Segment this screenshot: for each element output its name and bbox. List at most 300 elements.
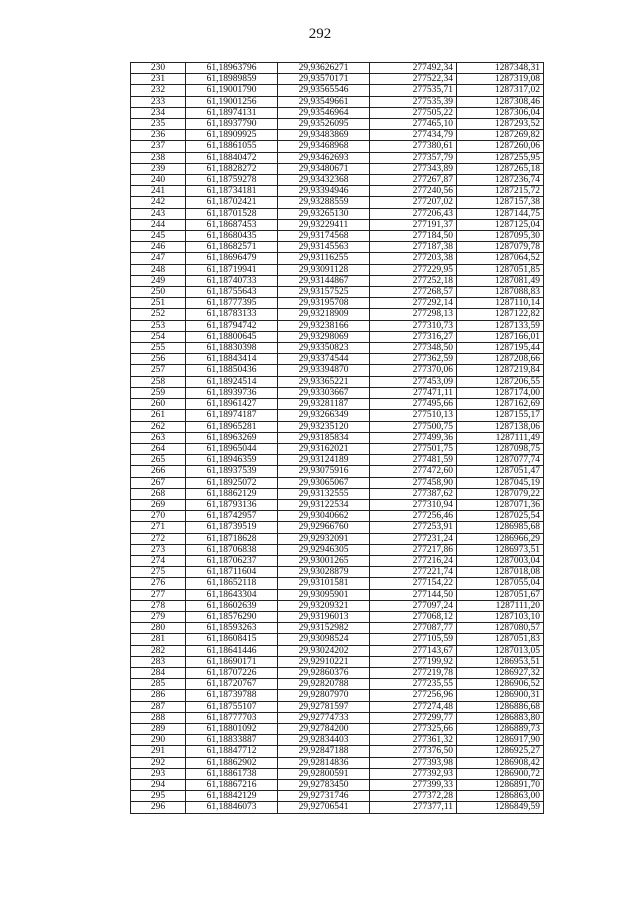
- table-row: [131, 343, 544, 354]
- latitude-cell: 61,18687453: [186, 219, 278, 230]
- point-number-cell: 267: [131, 477, 186, 488]
- longitude-cell: 29,92774733: [278, 712, 370, 723]
- y-coordinate-cell: 1287265,18: [457, 163, 544, 174]
- x-coordinate-cell: 277087,77: [370, 623, 457, 634]
- y-coordinate-cell: 1287077,74: [457, 455, 544, 466]
- table-row: [131, 802, 544, 813]
- longitude-cell: 29,93480671: [278, 163, 370, 174]
- x-coordinate-cell: 277357,79: [370, 152, 457, 163]
- y-coordinate-cell: 1287122,82: [457, 309, 544, 320]
- table-body: [131, 63, 544, 814]
- table-row: [131, 231, 544, 242]
- y-coordinate-cell: 1287095,30: [457, 231, 544, 242]
- y-coordinate-cell: 1287025,54: [457, 511, 544, 522]
- y-coordinate-cell: 1286927,32: [457, 667, 544, 678]
- table-row: [131, 701, 544, 712]
- y-coordinate-cell: 1286925,27: [457, 746, 544, 757]
- y-coordinate-cell: 1287260,06: [457, 141, 544, 152]
- table-row: [131, 477, 544, 488]
- y-coordinate-cell: 1287236,74: [457, 175, 544, 186]
- longitude-cell: 29,92966760: [278, 522, 370, 533]
- point-number-cell: 242: [131, 197, 186, 208]
- x-coordinate-cell: 277256,46: [370, 511, 457, 522]
- table-row: [131, 107, 544, 118]
- longitude-cell: 29,93365221: [278, 376, 370, 387]
- table-row: [131, 589, 544, 600]
- x-coordinate-cell: 277325,66: [370, 723, 457, 734]
- longitude-cell: 29,93374544: [278, 354, 370, 365]
- point-number-cell: 283: [131, 656, 186, 667]
- y-coordinate-cell: 1287317,02: [457, 85, 544, 96]
- point-number-cell: 294: [131, 780, 186, 791]
- y-coordinate-cell: 1286953,51: [457, 656, 544, 667]
- longitude-cell: 29,93432368: [278, 175, 370, 186]
- longitude-cell: 29,93174568: [278, 231, 370, 242]
- table-row: [131, 275, 544, 286]
- y-coordinate-cell: 1286849,59: [457, 802, 544, 813]
- point-number-cell: 231: [131, 74, 186, 85]
- longitude-cell: 29,92860376: [278, 667, 370, 678]
- page-number: 292: [308, 26, 332, 42]
- latitude-cell: 61,18777395: [186, 298, 278, 309]
- table-row: [131, 387, 544, 398]
- point-number-cell: 261: [131, 410, 186, 421]
- longitude-cell: 29,93229411: [278, 219, 370, 230]
- point-number-cell: 285: [131, 679, 186, 690]
- y-coordinate-cell: 1286900,31: [457, 690, 544, 701]
- table-row: [131, 376, 544, 387]
- latitude-cell: 61,18602639: [186, 600, 278, 611]
- table-row: [131, 656, 544, 667]
- point-number-cell: 253: [131, 320, 186, 331]
- point-number-cell: 281: [131, 634, 186, 645]
- x-coordinate-cell: 277154,22: [370, 578, 457, 589]
- point-number-cell: 259: [131, 387, 186, 398]
- point-number-cell: 232: [131, 85, 186, 96]
- latitude-cell: 61,18909925: [186, 130, 278, 141]
- x-coordinate-cell: 277191,37: [370, 219, 457, 230]
- x-coordinate-cell: 277535,39: [370, 96, 457, 107]
- x-coordinate-cell: 277256,96: [370, 690, 457, 701]
- table-row: [131, 466, 544, 477]
- y-coordinate-cell: 1287166,01: [457, 331, 544, 342]
- x-coordinate-cell: 277298,13: [370, 309, 457, 320]
- longitude-cell: 29,93040662: [278, 511, 370, 522]
- longitude-cell: 29,92820788: [278, 679, 370, 690]
- table-row: [131, 63, 544, 74]
- latitude-cell: 61,18734181: [186, 186, 278, 197]
- x-coordinate-cell: 277472,60: [370, 466, 457, 477]
- table-row: [131, 186, 544, 197]
- table-row: [131, 197, 544, 208]
- longitude-cell: 29,93124189: [278, 455, 370, 466]
- y-coordinate-cell: 1287269,82: [457, 130, 544, 141]
- latitude-cell: 61,18861055: [186, 141, 278, 152]
- latitude-cell: 61,18739519: [186, 522, 278, 533]
- x-coordinate-cell: 277377,11: [370, 802, 457, 813]
- y-coordinate-cell: 1286973,51: [457, 544, 544, 555]
- latitude-cell: 61,18696479: [186, 253, 278, 264]
- point-number-cell: 237: [131, 141, 186, 152]
- longitude-cell: 29,93095901: [278, 589, 370, 600]
- table-row: [131, 544, 544, 555]
- point-number-cell: 271: [131, 522, 186, 533]
- x-coordinate-cell: 277362,59: [370, 354, 457, 365]
- latitude-cell: 61,18862129: [186, 488, 278, 499]
- table-row: [131, 791, 544, 802]
- point-number-cell: 249: [131, 275, 186, 286]
- point-number-cell: 279: [131, 611, 186, 622]
- latitude-cell: 61,18924514: [186, 376, 278, 387]
- longitude-cell: 29,93185834: [278, 432, 370, 443]
- point-number-cell: 230: [131, 63, 186, 74]
- point-number-cell: 265: [131, 455, 186, 466]
- y-coordinate-cell: 1286886,68: [457, 701, 544, 712]
- table-row: [131, 645, 544, 656]
- point-number-cell: 251: [131, 298, 186, 309]
- latitude-cell: 61,18740733: [186, 275, 278, 286]
- table-row: [131, 320, 544, 331]
- latitude-cell: 61,18706838: [186, 544, 278, 555]
- point-number-cell: 290: [131, 735, 186, 746]
- longitude-cell: 29,93266349: [278, 410, 370, 421]
- longitude-cell: 29,93162021: [278, 443, 370, 454]
- latitude-cell: 61,18828272: [186, 163, 278, 174]
- x-coordinate-cell: 277310,73: [370, 320, 457, 331]
- table-row: [131, 298, 544, 309]
- table-row: [131, 175, 544, 186]
- point-number-cell: 240: [131, 175, 186, 186]
- point-number-cell: 245: [131, 231, 186, 242]
- latitude-cell: 61,18850436: [186, 365, 278, 376]
- point-number-cell: 269: [131, 499, 186, 510]
- point-number-cell: 257: [131, 365, 186, 376]
- x-coordinate-cell: 277105,59: [370, 634, 457, 645]
- x-coordinate-cell: 277522,34: [370, 74, 457, 85]
- latitude-cell: 61,18707226: [186, 667, 278, 678]
- x-coordinate-cell: 277144,50: [370, 589, 457, 600]
- point-number-cell: 262: [131, 421, 186, 432]
- point-number-cell: 268: [131, 488, 186, 499]
- point-number-cell: 238: [131, 152, 186, 163]
- longitude-cell: 29,93028879: [278, 567, 370, 578]
- point-number-cell: 247: [131, 253, 186, 264]
- x-coordinate-cell: 277268,57: [370, 287, 457, 298]
- longitude-cell: 29,92783450: [278, 780, 370, 791]
- latitude-cell: 61,18842129: [186, 791, 278, 802]
- longitude-cell: 29,92784200: [278, 723, 370, 734]
- latitude-cell: 61,18706237: [186, 555, 278, 566]
- point-number-cell: 291: [131, 746, 186, 757]
- point-number-cell: 273: [131, 544, 186, 555]
- longitude-cell: 29,93196013: [278, 611, 370, 622]
- longitude-cell: 29,92781597: [278, 701, 370, 712]
- table-row: [131, 130, 544, 141]
- longitude-cell: 29,93546964: [278, 107, 370, 118]
- x-coordinate-cell: 277510,13: [370, 410, 457, 421]
- longitude-cell: 29,93218909: [278, 309, 370, 320]
- longitude-cell: 29,93626271: [278, 63, 370, 74]
- y-coordinate-cell: 1287071,36: [457, 499, 544, 510]
- longitude-cell: 29,93549661: [278, 96, 370, 107]
- latitude-cell: 61,18963269: [186, 432, 278, 443]
- point-number-cell: 256: [131, 354, 186, 365]
- x-coordinate-cell: 277274,48: [370, 701, 457, 712]
- y-coordinate-cell: 1287133,59: [457, 320, 544, 331]
- table-row: [131, 242, 544, 253]
- y-coordinate-cell: 1287293,52: [457, 119, 544, 130]
- y-coordinate-cell: 1287055,04: [457, 578, 544, 589]
- x-coordinate-cell: 277348,50: [370, 343, 457, 354]
- x-coordinate-cell: 277097,24: [370, 600, 457, 611]
- table-row: [131, 152, 544, 163]
- point-number-cell: 284: [131, 667, 186, 678]
- y-coordinate-cell: 1286889,73: [457, 723, 544, 734]
- latitude-cell: 61,18702421: [186, 197, 278, 208]
- point-number-cell: 264: [131, 443, 186, 454]
- latitude-cell: 61,18847712: [186, 746, 278, 757]
- longitude-cell: 29,93122534: [278, 499, 370, 510]
- latitude-cell: 61,18793136: [186, 499, 278, 510]
- longitude-cell: 29,93565546: [278, 85, 370, 96]
- table-row: [131, 455, 544, 466]
- y-coordinate-cell: 1287051,85: [457, 264, 544, 275]
- x-coordinate-cell: 277253,91: [370, 522, 457, 533]
- longitude-cell: 29,93145563: [278, 242, 370, 253]
- latitude-cell: 61,18755643: [186, 287, 278, 298]
- y-coordinate-cell: 1286917,90: [457, 735, 544, 746]
- point-number-cell: 260: [131, 399, 186, 410]
- longitude-cell: 29,93157525: [278, 287, 370, 298]
- y-coordinate-cell: 1287045,19: [457, 477, 544, 488]
- x-coordinate-cell: 277380,61: [370, 141, 457, 152]
- point-number-cell: 258: [131, 376, 186, 387]
- x-coordinate-cell: 277376,50: [370, 746, 457, 757]
- y-coordinate-cell: 1287208,66: [457, 354, 544, 365]
- x-coordinate-cell: 277370,06: [370, 365, 457, 376]
- y-coordinate-cell: 1287079,78: [457, 242, 544, 253]
- x-coordinate-cell: 277392,93: [370, 768, 457, 779]
- table-row: [131, 410, 544, 421]
- latitude-cell: 61,18719941: [186, 264, 278, 275]
- longitude-cell: 29,93195708: [278, 298, 370, 309]
- y-coordinate-cell: 1287051,47: [457, 466, 544, 477]
- longitude-cell: 29,93468968: [278, 141, 370, 152]
- point-number-cell: 241: [131, 186, 186, 197]
- table-row: [131, 555, 544, 566]
- point-number-cell: 274: [131, 555, 186, 566]
- longitude-cell: 29,93288559: [278, 197, 370, 208]
- y-coordinate-cell: 1287111,49: [457, 432, 544, 443]
- latitude-cell: 61,18794742: [186, 320, 278, 331]
- table-row: [131, 331, 544, 342]
- latitude-cell: 61,18843414: [186, 354, 278, 365]
- table-row: [131, 679, 544, 690]
- table-row: [131, 421, 544, 432]
- longitude-cell: 29,93526095: [278, 119, 370, 130]
- point-number-cell: 246: [131, 242, 186, 253]
- table-row: [131, 365, 544, 376]
- latitude-cell: 61,18711604: [186, 567, 278, 578]
- latitude-cell: 61,18777703: [186, 712, 278, 723]
- point-number-cell: 288: [131, 712, 186, 723]
- x-coordinate-cell: 277143,67: [370, 645, 457, 656]
- latitude-cell: 61,18974187: [186, 410, 278, 421]
- latitude-cell: 61,18867216: [186, 780, 278, 791]
- y-coordinate-cell: 1286900,72: [457, 768, 544, 779]
- table-row: [131, 163, 544, 174]
- longitude-cell: 29,93209321: [278, 600, 370, 611]
- y-coordinate-cell: 1287051,83: [457, 634, 544, 645]
- y-coordinate-cell: 1287081,49: [457, 275, 544, 286]
- y-coordinate-cell: 1287255,95: [457, 152, 544, 163]
- y-coordinate-cell: 1287144,75: [457, 208, 544, 219]
- y-coordinate-cell: 1287219,84: [457, 365, 544, 376]
- longitude-cell: 29,92910221: [278, 656, 370, 667]
- longitude-cell: 29,93065067: [278, 477, 370, 488]
- longitude-cell: 29,92847188: [278, 746, 370, 757]
- latitude-cell: 61,18946359: [186, 455, 278, 466]
- y-coordinate-cell: 1286891,70: [457, 780, 544, 791]
- table-row: [131, 533, 544, 544]
- point-number-cell: 239: [131, 163, 186, 174]
- longitude-cell: 29,93132555: [278, 488, 370, 499]
- longitude-cell: 29,92932091: [278, 533, 370, 544]
- x-coordinate-cell: 277267,87: [370, 175, 457, 186]
- longitude-cell: 29,93238166: [278, 320, 370, 331]
- latitude-cell: 61,18576290: [186, 611, 278, 622]
- point-number-cell: 275: [131, 567, 186, 578]
- latitude-cell: 61,18783133: [186, 309, 278, 320]
- table-row: [131, 634, 544, 645]
- x-coordinate-cell: 277292,14: [370, 298, 457, 309]
- longitude-cell: 29,92814836: [278, 757, 370, 768]
- y-coordinate-cell: 1287051,67: [457, 589, 544, 600]
- longitude-cell: 29,93570171: [278, 74, 370, 85]
- y-coordinate-cell: 1286985,68: [457, 522, 544, 533]
- latitude-cell: 61,18925072: [186, 477, 278, 488]
- point-number-cell: 296: [131, 802, 186, 813]
- point-number-cell: 252: [131, 309, 186, 320]
- longitude-cell: 29,93303667: [278, 387, 370, 398]
- point-number-cell: 280: [131, 623, 186, 634]
- table-row: [131, 287, 544, 298]
- latitude-cell: 61,18963796: [186, 63, 278, 74]
- longitude-cell: 29,93116255: [278, 253, 370, 264]
- x-coordinate-cell: 277361,32: [370, 735, 457, 746]
- point-number-cell: 287: [131, 701, 186, 712]
- longitude-cell: 29,93098524: [278, 634, 370, 645]
- point-number-cell: 248: [131, 264, 186, 275]
- y-coordinate-cell: 1287319,08: [457, 74, 544, 85]
- latitude-cell: 61,18840472: [186, 152, 278, 163]
- point-number-cell: 277: [131, 589, 186, 600]
- table-row: [131, 208, 544, 219]
- latitude-cell: 61,18939736: [186, 387, 278, 398]
- latitude-cell: 61,18682571: [186, 242, 278, 253]
- latitude-cell: 61,18833887: [186, 735, 278, 746]
- x-coordinate-cell: 277393,98: [370, 757, 457, 768]
- point-number-cell: 270: [131, 511, 186, 522]
- latitude-cell: 61,18937539: [186, 466, 278, 477]
- longitude-cell: 29,93144867: [278, 275, 370, 286]
- longitude-cell: 29,93483869: [278, 130, 370, 141]
- latitude-cell: 61,18739788: [186, 690, 278, 701]
- x-coordinate-cell: 277252,18: [370, 275, 457, 286]
- longitude-cell: 29,93024202: [278, 645, 370, 656]
- longitude-cell: 29,93235120: [278, 421, 370, 432]
- table-row: [131, 735, 544, 746]
- x-coordinate-cell: 277434,79: [370, 130, 457, 141]
- longitude-cell: 29,93001265: [278, 555, 370, 566]
- x-coordinate-cell: 277240,56: [370, 186, 457, 197]
- x-coordinate-cell: 277505,22: [370, 107, 457, 118]
- x-coordinate-cell: 277343,89: [370, 163, 457, 174]
- table-row: [131, 443, 544, 454]
- longitude-cell: 29,93350823: [278, 343, 370, 354]
- longitude-cell: 29,93394870: [278, 365, 370, 376]
- point-number-cell: 244: [131, 219, 186, 230]
- point-number-cell: 289: [131, 723, 186, 734]
- longitude-cell: 29,93281187: [278, 399, 370, 410]
- y-coordinate-cell: 1287348,31: [457, 63, 544, 74]
- y-coordinate-cell: 1287195,44: [457, 343, 544, 354]
- point-number-cell: 263: [131, 432, 186, 443]
- y-coordinate-cell: 1287308,46: [457, 96, 544, 107]
- latitude-cell: 61,18974131: [186, 107, 278, 118]
- y-coordinate-cell: 1287215,72: [457, 186, 544, 197]
- x-coordinate-cell: 277221,74: [370, 567, 457, 578]
- latitude-cell: 61,18989859: [186, 74, 278, 85]
- table-row: [131, 354, 544, 365]
- latitude-cell: 61,18593263: [186, 623, 278, 634]
- y-coordinate-cell: 1287013,05: [457, 645, 544, 656]
- longitude-cell: 29,92800591: [278, 768, 370, 779]
- y-coordinate-cell: 1287103,10: [457, 611, 544, 622]
- latitude-cell: 61,18965281: [186, 421, 278, 432]
- y-coordinate-cell: 1287098,75: [457, 443, 544, 454]
- latitude-cell: 61,18801092: [186, 723, 278, 734]
- latitude-cell: 61,18830398: [186, 343, 278, 354]
- point-number-cell: 234: [131, 107, 186, 118]
- x-coordinate-cell: 277399,33: [370, 780, 457, 791]
- table-row: [131, 667, 544, 678]
- x-coordinate-cell: 277501,75: [370, 443, 457, 454]
- x-coordinate-cell: 277471,11: [370, 387, 457, 398]
- y-coordinate-cell: 1287306,04: [457, 107, 544, 118]
- latitude-cell: 61,18718628: [186, 533, 278, 544]
- longitude-cell: 29,93075916: [278, 466, 370, 477]
- longitude-cell: 29,92807970: [278, 690, 370, 701]
- longitude-cell: 29,93152982: [278, 623, 370, 634]
- x-coordinate-cell: 277316,27: [370, 331, 457, 342]
- x-coordinate-cell: 277184,50: [370, 231, 457, 242]
- longitude-cell: 29,93298069: [278, 331, 370, 342]
- table-row: [131, 567, 544, 578]
- table-row: [131, 578, 544, 589]
- x-coordinate-cell: 277203,38: [370, 253, 457, 264]
- y-coordinate-cell: 1287174,00: [457, 387, 544, 398]
- x-coordinate-cell: 277187,38: [370, 242, 457, 253]
- y-coordinate-cell: 1286908,42: [457, 757, 544, 768]
- point-number-cell: 254: [131, 331, 186, 342]
- x-coordinate-cell: 277495,66: [370, 399, 457, 410]
- latitude-cell: 61,18846073: [186, 802, 278, 813]
- point-number-cell: 250: [131, 287, 186, 298]
- x-coordinate-cell: 277372,28: [370, 791, 457, 802]
- table-row: [131, 623, 544, 634]
- latitude-cell: 61,18641446: [186, 645, 278, 656]
